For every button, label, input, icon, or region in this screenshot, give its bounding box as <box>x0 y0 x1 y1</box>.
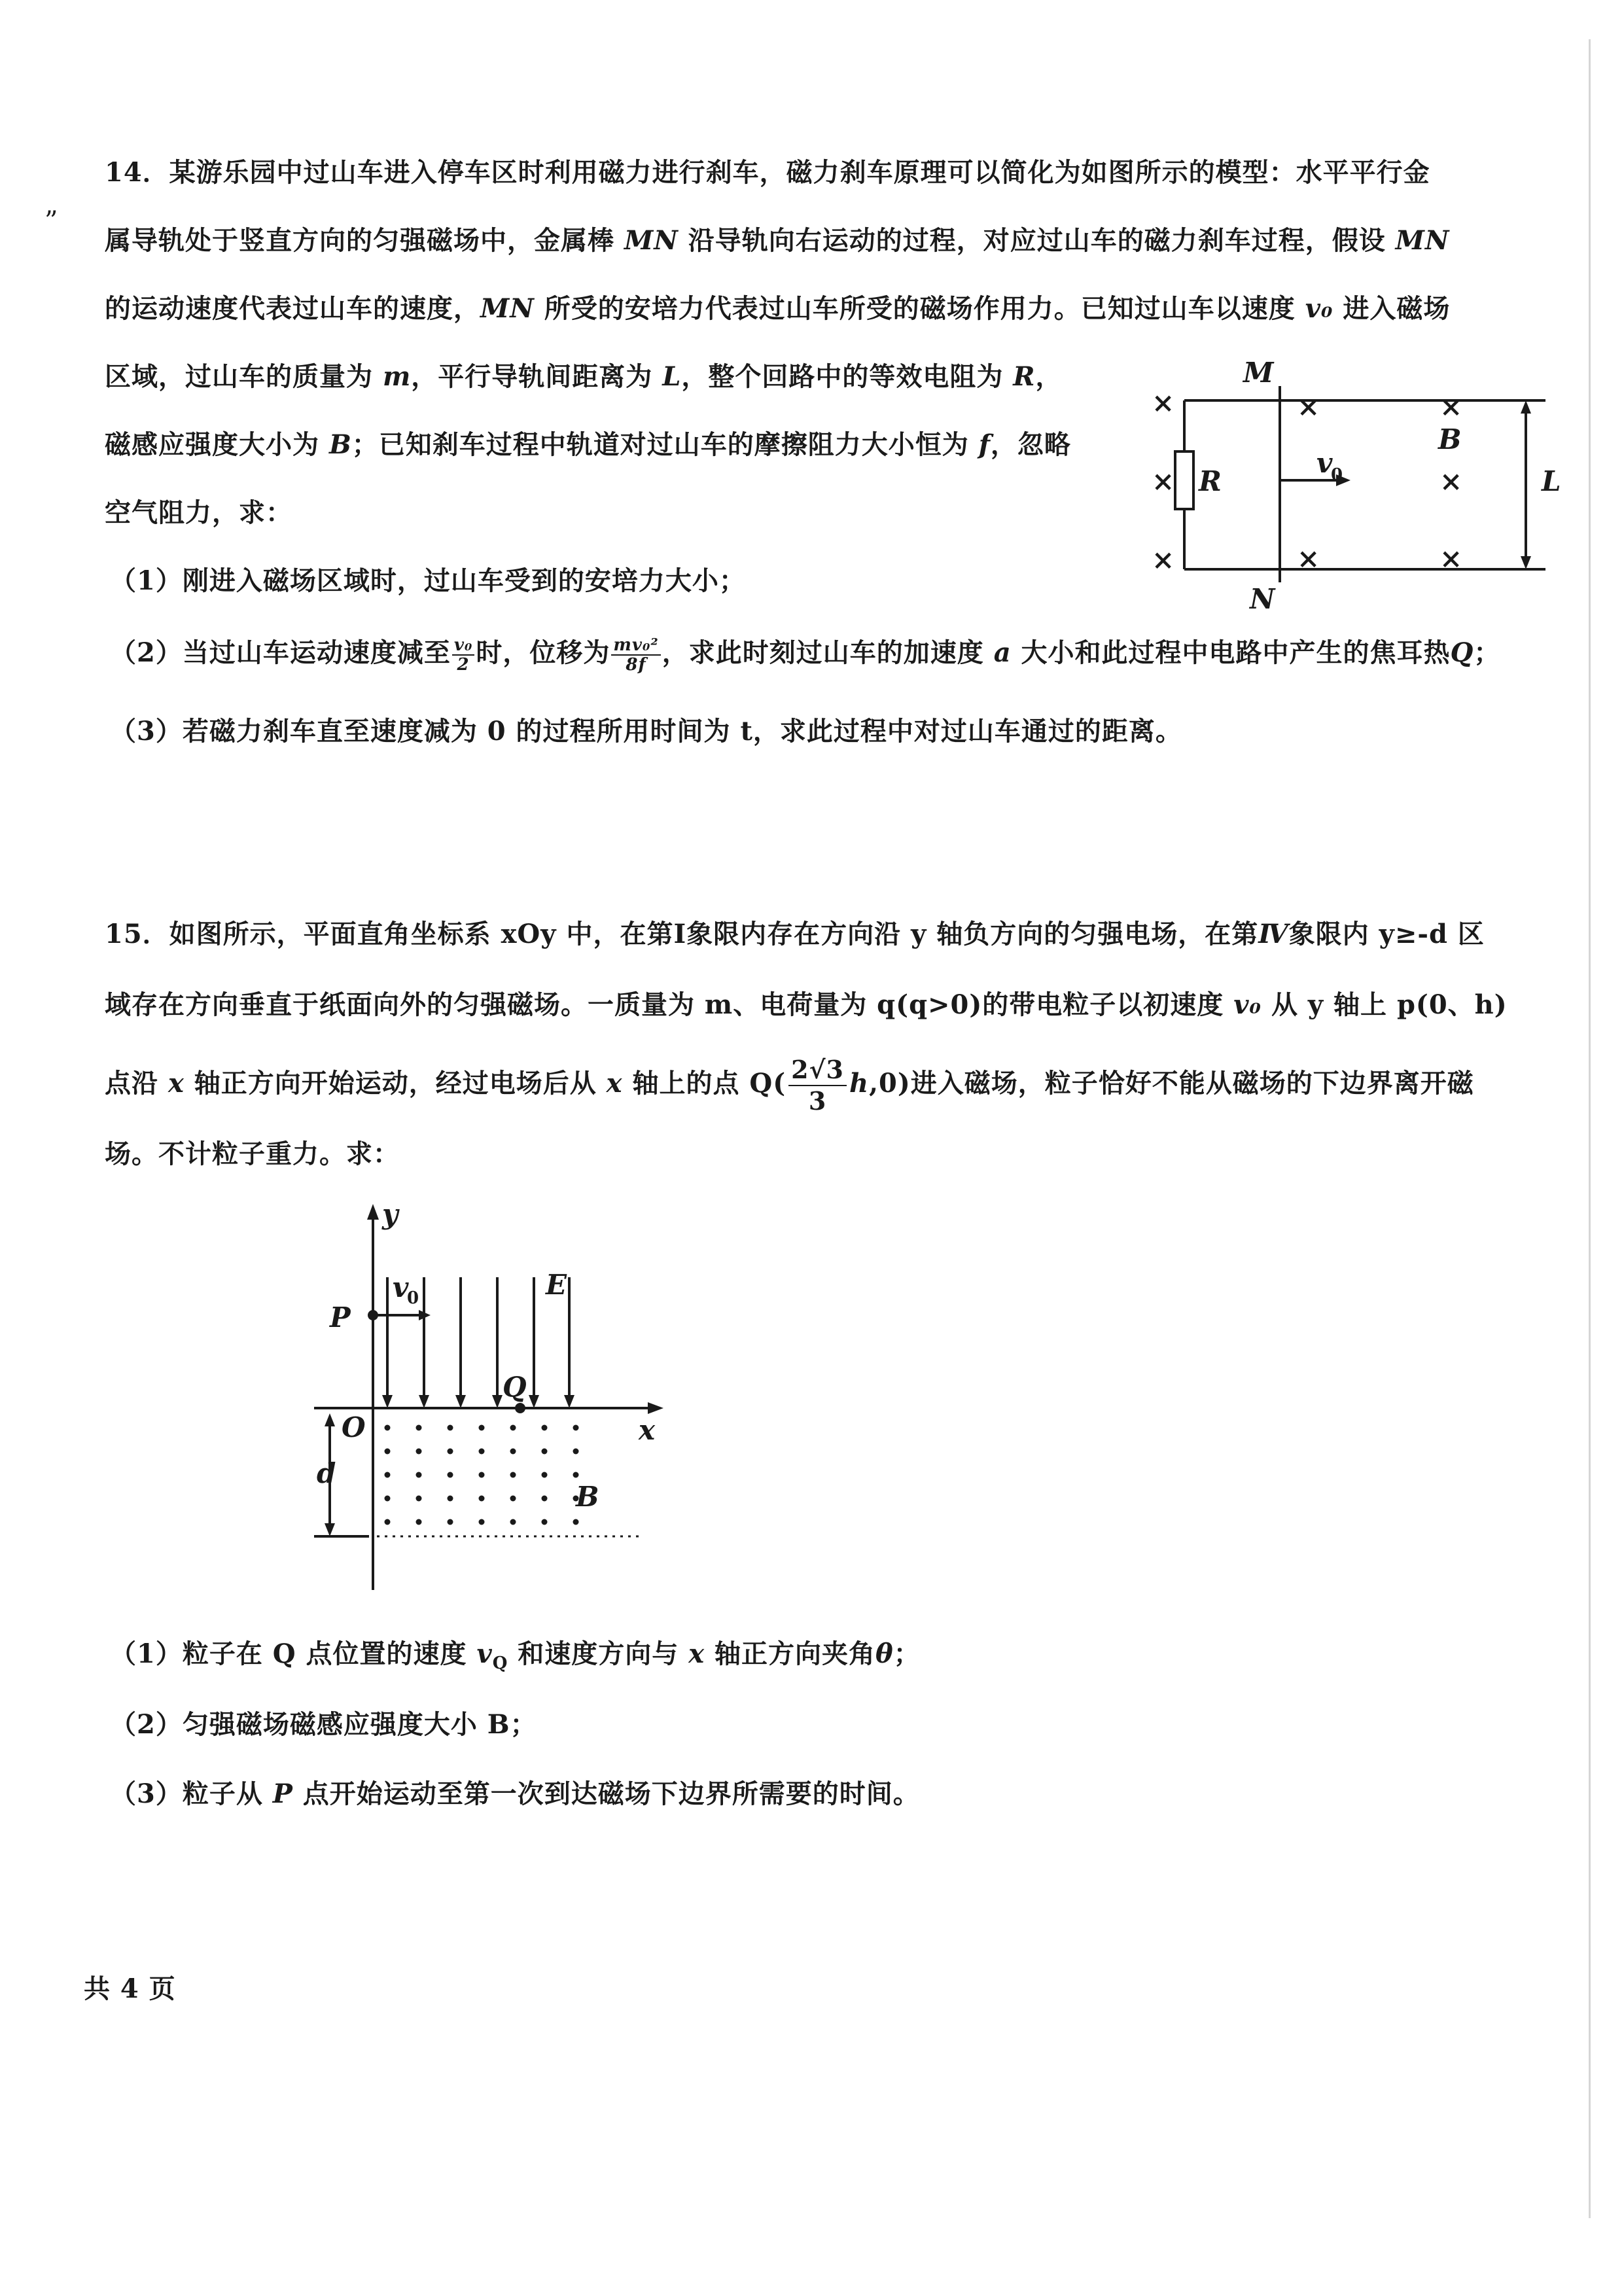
label-B: B <box>1438 423 1462 455</box>
field-dot <box>510 1519 516 1525</box>
field-dot <box>448 1519 453 1525</box>
q15-line-3-text-c: 轴上的点 Q( <box>622 1068 786 1099</box>
q14-f-symbol: f <box>978 429 991 460</box>
q14-a-symbol: a <box>993 637 1012 668</box>
q14-line-4 <box>105 359 1063 395</box>
q15-part-1 <box>110 1636 921 1682</box>
field-dot <box>385 1472 391 1478</box>
q14-line-4-text-c: ，整个回路中的等效电阻为 <box>681 361 1014 392</box>
q15-line-1 <box>105 916 1485 953</box>
resistor-symbol <box>1175 451 1193 509</box>
q15-line-3-text-a: 点沿 <box>105 1068 168 1099</box>
q14-m-symbol: m <box>382 361 412 392</box>
field-dot <box>542 1425 548 1431</box>
q14-line-2-text-b: 沿导轨向右运动的过程，对应过山车的磁力刹车过程，假设 <box>678 225 1396 256</box>
q14-part-2-text-b: 时，位移为 <box>476 637 610 668</box>
q14-part-3: （3）若磁力刹车直至速度减为 0 的过程所用时间为 t，求此过程中对过山车通过的距离。 <box>110 716 1182 747</box>
q14-mn-symbol: MN <box>1395 225 1450 256</box>
field-dot <box>510 1425 516 1431</box>
field-dot <box>448 1472 453 1478</box>
fraction-denominator: 3 <box>808 1086 827 1116</box>
field-dot <box>510 1472 516 1478</box>
cross-mark: × <box>1152 465 1175 497</box>
q15-line-3 <box>105 1051 1474 1116</box>
arrow-down-icon <box>564 1395 574 1408</box>
field-dot <box>479 1496 485 1502</box>
field-dot <box>542 1519 548 1525</box>
label-v0: v <box>393 1271 409 1303</box>
arrow-up-icon <box>367 1204 379 1220</box>
q14-part-2 <box>110 635 1500 674</box>
q14-v0-symbol: v₀ <box>1305 293 1333 324</box>
q15-vQ-symbol: v <box>476 1638 493 1669</box>
q15-part-1-text-b: 和速度方向与 <box>508 1638 689 1669</box>
field-dot <box>542 1449 548 1455</box>
field-dot <box>448 1496 453 1502</box>
q15-x-symbol: x <box>168 1068 185 1099</box>
q15-field-diagram <box>301 1197 680 1603</box>
q14-part-2-text-e: ； <box>1474 637 1501 668</box>
q14-line-5 <box>105 427 1071 463</box>
field-dot <box>573 1472 579 1478</box>
q15-line-2-text-a: 域存在方向垂直于纸面向外的匀强磁场。一质量为 m、电荷量为 q(q>0)的带电粒子以初速度 <box>105 989 1234 1020</box>
q14-mn-symbol: MN <box>624 225 679 256</box>
field-dot <box>416 1449 422 1455</box>
q15-line-2-text-b: 从 y 轴上 p(0、h) <box>1262 989 1508 1020</box>
label-Q: Q <box>503 1371 527 1403</box>
cross-mark: × <box>1297 391 1320 423</box>
label-d: d <box>317 1457 336 1489</box>
q14-part-2-text-c: ，求此时刻过山车的加速度 <box>662 637 994 668</box>
q14-fraction-displacement <box>611 636 660 674</box>
label-B: B <box>576 1481 599 1513</box>
label-E: E <box>546 1269 567 1301</box>
label-y: y <box>382 1198 398 1230</box>
label-N: N <box>1250 583 1275 615</box>
label-R: R <box>1199 465 1222 497</box>
arrow-down-icon <box>492 1395 503 1408</box>
arrow-right-icon <box>648 1402 663 1414</box>
q15-part-1-text-d: ； <box>893 1638 921 1669</box>
q14-line-4-text-b: ，平行导轨间距离为 <box>411 361 663 392</box>
fraction-denominator: 2 <box>457 655 470 675</box>
field-dot <box>479 1425 485 1431</box>
q15-x-symbol: x <box>688 1638 705 1669</box>
q15-part-3-text-a: （3）粒子从 <box>110 1778 273 1809</box>
q15-line-4: 场。不计粒子重力。求： <box>105 1139 400 1169</box>
field-dot <box>573 1519 579 1525</box>
field-dot <box>385 1519 391 1525</box>
q15-line-3-text-d: ,0)进入磁场，粒子恰好不能从磁场的下边界离开磁 <box>869 1068 1474 1099</box>
field-dot <box>385 1449 391 1455</box>
arrow-down-icon <box>419 1395 429 1408</box>
q14-mn-symbol: MN <box>480 293 535 324</box>
q15-vQ-subscript: Q <box>492 1653 508 1673</box>
q15-part-1-text-c: 轴正方向夹角 <box>705 1638 876 1669</box>
q15-quadrant-4-symbol: Ⅳ <box>1258 919 1289 949</box>
q14-line-5-text-c: ，忽略 <box>990 429 1071 460</box>
label-v0: v <box>1316 447 1333 479</box>
page-edge-line <box>1589 39 1591 2218</box>
q14-part-2-text-a: （2）当过山车运动速度减至 <box>110 637 451 668</box>
field-dot <box>385 1425 391 1431</box>
fraction-numerator: mv₀² <box>611 636 660 656</box>
field-dot <box>416 1425 422 1431</box>
arrow-down-icon <box>455 1395 466 1408</box>
cross-mark: × <box>1152 544 1175 576</box>
fraction-numerator: 2√3 <box>788 1055 847 1086</box>
field-dot <box>416 1519 422 1525</box>
arrow-up-icon <box>325 1413 335 1426</box>
q14-part-1: （1）刚进入磁场区域时，过山车受到的安培力大小； <box>110 565 746 596</box>
arrow-down-icon <box>325 1523 335 1536</box>
fraction-denominator: 8f <box>626 655 646 675</box>
q14-braking-diagram <box>1125 353 1570 628</box>
field-dot <box>416 1496 422 1502</box>
fraction-numerator: v₀ <box>452 636 475 656</box>
field-dot <box>479 1449 485 1455</box>
label-v0-subscript: 0 <box>1331 465 1343 485</box>
q15-part-3-text-b: 点开始运动至第一次到达磁场下边界所需要的时间。 <box>292 1778 920 1809</box>
point-P <box>368 1310 378 1320</box>
cross-mark: × <box>1297 542 1320 574</box>
field-dot <box>542 1496 548 1502</box>
q14-line-2 <box>105 222 1449 259</box>
label-x: x <box>639 1414 656 1446</box>
q15-theta-symbol: θ <box>875 1638 894 1669</box>
q14-R-symbol: R <box>1013 361 1036 392</box>
q15-h-symbol: h <box>849 1068 870 1099</box>
q14-line-4-text-a: 区域，过山车的质量为 <box>105 361 383 392</box>
field-dot <box>510 1449 516 1455</box>
cross-mark: × <box>1439 391 1463 423</box>
field-dot <box>479 1472 485 1478</box>
field-dot <box>479 1519 485 1525</box>
q14-line-5-text-b: ；已知刹车过程中轨道对过山车的摩擦阻力大小恒为 <box>351 429 979 460</box>
q14-line-5-text-a: 磁感应强度大小为 <box>105 429 329 460</box>
cross-mark: × <box>1439 465 1463 497</box>
q15-part-2: （2）匀强磁场磁感应强度大小 B； <box>110 1709 537 1740</box>
field-dot <box>448 1449 453 1455</box>
page-footer: 共 4 页 <box>84 1973 176 2004</box>
label-O: O <box>342 1411 366 1443</box>
label-M: M <box>1243 357 1274 389</box>
field-dot <box>385 1496 391 1502</box>
field-dot <box>416 1472 422 1478</box>
q14-L-symbol: L <box>662 361 682 392</box>
q15-fraction-q-coordinate <box>788 1055 847 1116</box>
point-Q <box>515 1403 525 1413</box>
q14-line-6: 空气阻力，求： <box>105 497 292 528</box>
magnetic-field-dots <box>385 1425 579 1525</box>
q15-line-1-text-b: 象限内 y≥-d 区 <box>1288 919 1485 949</box>
q14-line-3-text-b: 所受的安培力代表过山车所受的磁场作用力。已知过山车以速度 <box>534 293 1305 324</box>
label-P: P <box>330 1301 351 1333</box>
q15-P-symbol: P <box>272 1778 293 1809</box>
q15-line-2 <box>105 987 1508 1023</box>
q14-line-3-text-c: 进入磁场 <box>1333 293 1451 324</box>
q14-line-2-text-a: 属导轨处于竖直方向的匀强磁场中，金属棒 <box>105 225 624 256</box>
q14-line-1: 14．某游乐园中过山车进入停车区时利用磁力进行刹车，磁力刹车原理可以简化为如图所示的模型：水平平行金 <box>105 157 1430 188</box>
field-dot <box>448 1425 453 1431</box>
q14-line-4-text-d: ， <box>1035 361 1063 392</box>
cross-mark: × <box>1152 387 1175 419</box>
arrow-down-icon <box>529 1395 539 1408</box>
label-L: L <box>1542 465 1561 497</box>
field-dot <box>542 1472 548 1478</box>
arrow-down-icon <box>382 1395 393 1408</box>
q15-part-3 <box>110 1776 920 1812</box>
q15-v0-symbol: v₀ <box>1233 989 1262 1020</box>
field-dot <box>510 1496 516 1502</box>
q15-line-3-text-b: 轴正方向开始运动，经过电场后从 <box>184 1068 607 1099</box>
q15-x-symbol: x <box>606 1068 623 1099</box>
arrow-down-icon <box>1521 556 1531 569</box>
stray-mark: ” <box>44 206 59 236</box>
q14-fraction-half-v0 <box>452 636 475 674</box>
q14-Q-symbol: Q <box>1450 637 1474 668</box>
label-v0-subscript: 0 <box>407 1288 419 1308</box>
q14-B-symbol: B <box>328 429 352 460</box>
arrow-up-icon <box>1521 400 1531 414</box>
q14-line-3 <box>105 291 1450 327</box>
q14-part-2-text-d: 大小和此过程中电路中产生的焦耳热 <box>1011 637 1451 668</box>
cross-mark: × <box>1439 542 1463 574</box>
field-dot <box>573 1425 579 1431</box>
q15-part-1-text-a: （1）粒子在 Q 点位置的速度 <box>110 1638 477 1669</box>
q14-line-3-text-a: 的运动速度代表过山车的速度， <box>105 293 480 324</box>
field-dot <box>573 1449 579 1455</box>
q15-line-1-text-a: 15．如图所示，平面直角坐标系 xOy 中，在第Ⅰ象限内存在方向沿 y 轴负方向的匀强电场，在第 <box>105 919 1259 949</box>
